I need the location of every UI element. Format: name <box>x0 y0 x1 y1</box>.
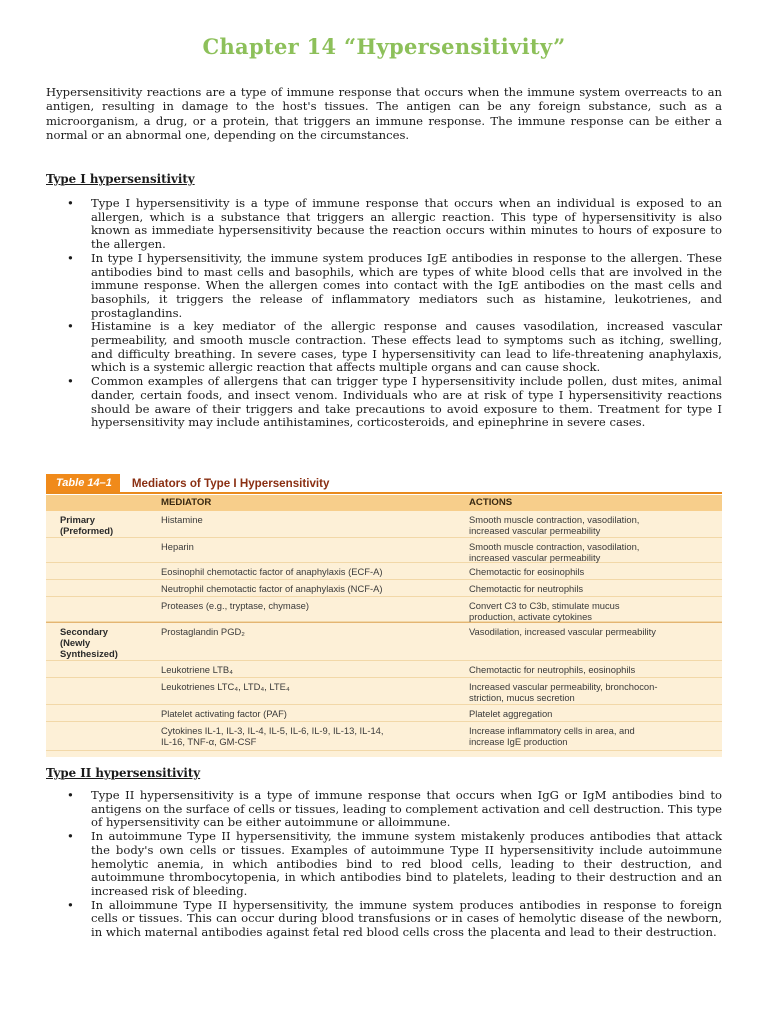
row-action-cell: Smooth muscle contraction, vasodilation, increased vascular permeability <box>469 541 640 563</box>
row-action-cell: Chemotactic for neutrophils <box>469 583 584 594</box>
table-title: Mediators of Type I Hypersensitivity <box>131 476 330 490</box>
row-action-cell: Platelet aggregation <box>469 708 553 719</box>
table-row <box>46 705 722 722</box>
header-actions: ACTIONS <box>469 497 513 508</box>
type1-bullet-list <box>46 197 722 430</box>
table-row <box>46 622 722 661</box>
table-row <box>46 661 722 678</box>
header-mediator: MEDIATOR <box>161 497 212 508</box>
type2-bullet: • In autoimmune Type II hypersensitivity, the immune system mistakenly produces antibodies that attack the body's own cells or tissues. Examples of autoimmune Type II hypersensitivity include autoimmune hemolytic anemia, in which antibodies bind to red blood cells, leading to their destruction, and autoimmune thrombocytopenia, in which antibodies bind to platelets, leading to their destruction and an increased risk of bleeding. <box>46 830 722 899</box>
row-mediator-cell: Heparin <box>161 541 194 552</box>
type1-heading: Type I hypersensitivity <box>46 172 195 186</box>
row-group-cell <box>46 678 153 704</box>
row-mediator-cell: Eosinophil chemotactic factor of anaphylaxis (ECF-A) <box>161 566 383 577</box>
table-row <box>46 597 722 622</box>
row-mediator-cell: Neutrophil chemotactic factor of anaphylaxis (NCF-A) <box>161 583 383 594</box>
type1-bullet: • Common examples of allergens that can trigger type I hypersensitivity include pollen, dust mites, animal dander, certain foods, and insect venom. Individuals who are at risk of type I hypersensitivity reactions should be aware of their triggers and take precautions to avoid exposure to them. Treatment for type I hypersensitivity may include antihistamines, corticosteroids, and epinephrine in severe cases. <box>46 375 722 430</box>
row-mediator-cell: Leukotrienes LTC₄, LTD₄, LTE₄ <box>161 681 290 692</box>
table-row <box>46 722 722 751</box>
row-group-cell <box>46 722 153 750</box>
row-action-cell: Convert C3 to C3b, stimulate mucus production, activate cytokines <box>469 600 620 622</box>
row-action-cell: Smooth muscle contraction, vasodilation, increased vascular permeability <box>469 514 640 536</box>
row-mediator-cell: Platelet activating factor (PAF) <box>161 708 287 719</box>
chapter-title: Chapter 14 “Hypersensitivity” <box>202 34 566 59</box>
table-header-row <box>46 495 722 511</box>
type1-bullet: • In type I hypersensitivity, the immune system produces IgE antibodies in response to the allergen. These antibodies bind to mast cells and basophils, which are types of white blood cells that are involved in the immune response. When the allergen comes into contact with the IgE antibodies on the mast cells and basophils, it triggers the release of inflammatory mediators such as histamine, leukotrienes, and prostaglandins. <box>46 252 722 321</box>
table-caption <box>46 474 722 494</box>
row-action-cell: Increased vascular permeability, bronchocon- striction, mucus secretion <box>469 681 658 703</box>
header-group <box>46 495 153 511</box>
row-mediator-cell: Leukotriene LTB₄ <box>161 664 233 675</box>
row-action-cell: Vasodilation, increased vascular permeability <box>469 626 656 637</box>
type2-bullet: • In alloimmune Type II hypersensitivity, the immune system produces antibodies in response to foreign cells or tissues. This can occur during blood transfusions or in cases of hemolytic disease of the newborn, in which maternal antibodies against fetal red blood cells cross the placenta and lead to their destruction. <box>46 899 722 940</box>
row-group-cell: Primary (Preformed) <box>60 514 114 536</box>
row-group-cell <box>46 661 153 677</box>
row-group-cell: Secondary (Newly Synthesized) <box>60 626 118 659</box>
type1-bullet: • Histamine is a key mediator of the allergic response and causes vasodilation, increased vascular permeability, and smooth muscle contraction. These effects lead to symptoms such as itching, swelling, and difficulty breathing. In severe cases, type I hypersensitivity can lead to life-threatening anaphylaxis, which is a systemic allergic reaction that affects multiple organs and can cause shock. <box>46 320 722 375</box>
row-mediator-cell: Histamine <box>161 514 203 525</box>
type1-bullet: • Type I hypersensitivity is a type of immune response that occurs when an individual is exposed to an allergen, which is a substance that triggers an allergic reaction. This type of hypersensitivity is also known as immediate hypersensitivity because the reaction occurs within minutes to hours of exposure to the allergen. <box>46 197 722 252</box>
row-action-cell: Chemotactic for eosinophils <box>469 566 585 577</box>
row-action-cell: Chemotactic for neutrophils, eosinophils <box>469 664 636 675</box>
intro-paragraph: Hypersensitivity reactions are a type of immune response that occurs when the immune system overreacts to an antigen, resulting in damage to the host's tissues. The antigen can be any foreign substance, such as a microorganism, a drug, or a protein, that triggers an immune response. The immune response can be either a normal or an abnormal one, depending on the circumstances. <box>46 85 722 142</box>
row-group-cell <box>46 580 153 596</box>
table-number: Table 14–1 <box>46 474 120 492</box>
type2-bullet-list <box>46 789 722 940</box>
row-mediator-cell: Prostaglandin PGD₂ <box>161 626 245 637</box>
row-group-cell <box>46 538 153 562</box>
row-mediator-cell: Cytokines IL-1, IL-3, IL-4, IL-5, IL-6, IL-9, IL-13, IL-14, IL-16, TNF-α, GM-CSF <box>161 725 384 747</box>
row-group-cell <box>46 563 153 579</box>
mediators-table <box>46 474 722 750</box>
row-mediator-cell: Proteases (e.g., tryptase, chymase) <box>161 600 309 611</box>
table-row <box>46 511 722 538</box>
table-row <box>46 580 722 597</box>
table-row <box>46 538 722 563</box>
table-body <box>46 511 722 757</box>
row-group-cell <box>46 597 153 621</box>
table-row <box>46 563 722 580</box>
row-group-cell <box>46 705 153 721</box>
row-action-cell: Increase inflammatory cells in area, and increase IgE production <box>469 725 635 747</box>
table-row <box>46 678 722 705</box>
type2-heading: Type II hypersensitivity <box>46 766 201 780</box>
type2-bullet: • Type II hypersensitivity is a type of immune response that occurs when IgG or IgM antibodies bind to antigens on the surface of cells or tissues, leading to complement activation and cell destruction. This type of hypersensitivity can be either autoimmune or alloimmune. <box>46 789 722 830</box>
